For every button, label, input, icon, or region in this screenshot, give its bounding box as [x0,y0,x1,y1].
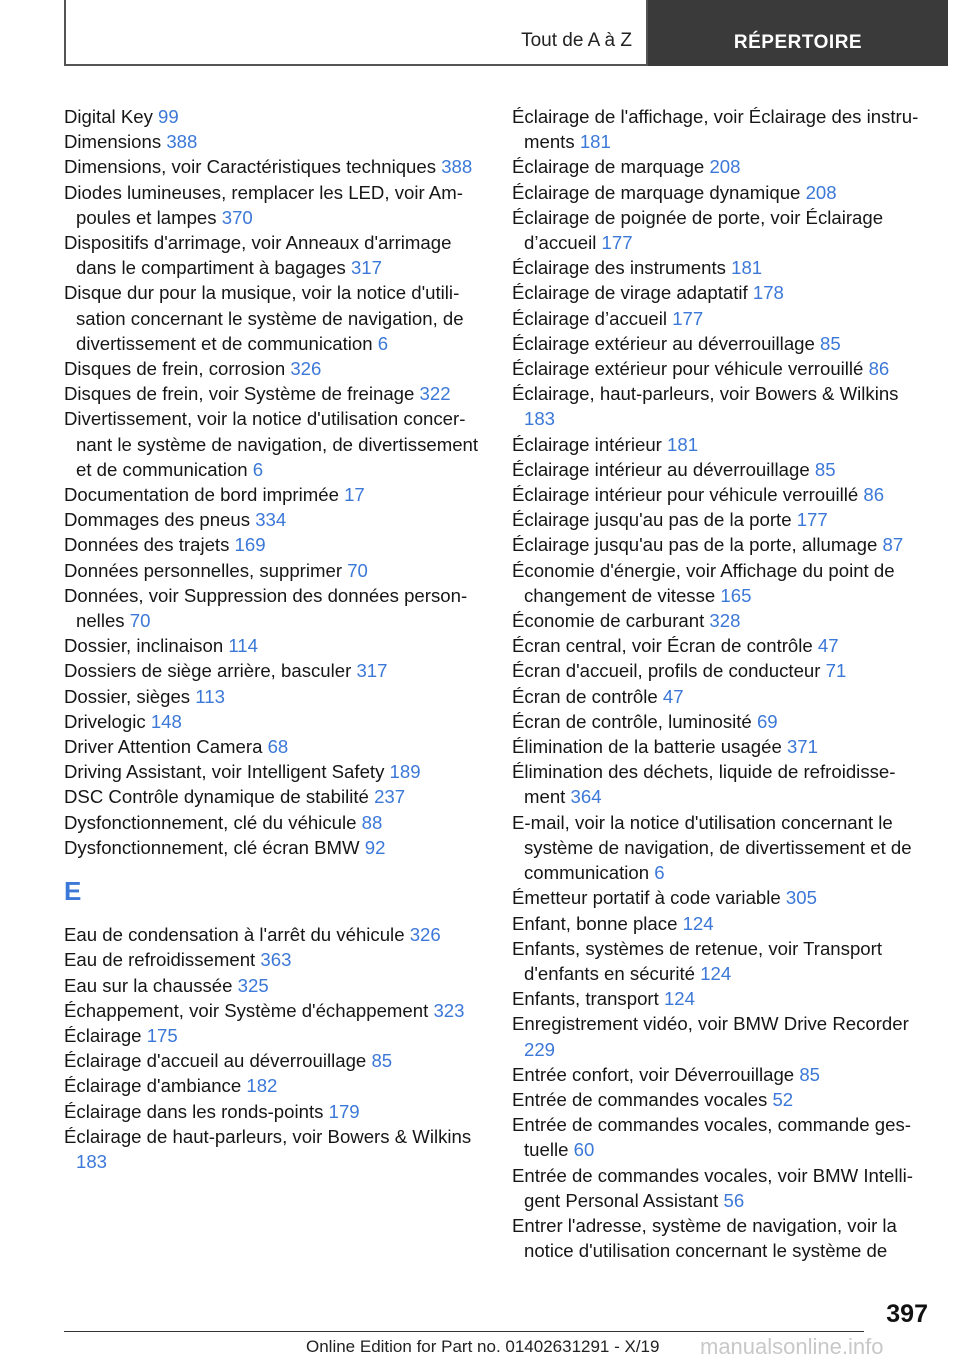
entry-text: Économie de carburant [512,610,705,632]
page-link[interactable]: 334 [255,509,287,531]
entry-text: Dossier, sièges [64,685,191,707]
index-entry [512,885,930,910]
index-entry [512,936,930,986]
index-entry [512,457,930,482]
index-entry [512,432,930,457]
entry-text: Entrée de commandes vocales, voir BMW Intelligent Personal Assistant [512,1164,913,1211]
index-entry [512,482,930,507]
entry-text: Dimensions, voir Caractéristiques techniques [64,156,437,178]
page-link[interactable]: 322 [419,383,451,405]
entry-text: Données personnelles, supprimer [64,559,343,581]
page-link[interactable]: 363 [260,949,292,971]
page-link[interactable]: 124 [663,988,695,1010]
index-entry [512,381,930,431]
entry-text: Éclairage de marquage dynamique [512,181,801,203]
index-entry [64,734,484,759]
page-link[interactable]: 47 [662,685,684,707]
page-link[interactable]: 6 [252,458,264,480]
tab-index-a-z[interactable]: Tout de A à Z [64,0,648,66]
page-link[interactable]: 229 [524,1038,556,1060]
index-entry [64,633,484,658]
entry-text: Données des trajets [64,534,230,556]
entry-text: Entrée confort, voir Déverrouillage [512,1063,795,1085]
page-link[interactable]: 326 [409,924,441,946]
index-entry [512,507,930,532]
page-link[interactable]: 323 [433,999,465,1021]
page-link[interactable]: 92 [364,836,386,858]
entries-d [64,104,484,860]
watermark-logo: manualsonline.info [700,1334,884,1359]
entry-text: Dysfonctionnement, clé du véhicule [64,811,357,833]
entry-text: Éclairage des instruments [512,257,726,279]
entry-text: Enfants, systèmes de retenue, voir Transport d'enfants en sécurité [512,937,882,984]
page-link[interactable]: 237 [374,786,406,808]
index-entry [64,104,484,129]
entry-text: Enfant, bonne place [512,912,678,934]
entry-text: Dispositifs d'arrimage, voir Anneaux d'arrimage dans le compartiment à bagages [64,232,452,279]
index-entry [512,1163,930,1213]
tab-directory[interactable]: RÉPERTOIRE [648,0,948,66]
index-entry [64,658,484,683]
page-link[interactable]: 175 [146,1024,178,1046]
index-entry [512,608,930,633]
index-entry [64,759,484,784]
entry-text: Diodes lumineuses, remplacer les LED, voir Ampoules et lampes [64,181,463,228]
entry-text: Écran de contrôle, luminosité [512,710,752,732]
entry-text: Écran de contrôle [512,685,658,707]
index-entry [512,709,930,734]
index-entry [64,356,484,381]
entry-text: Driver Attention Camera [64,736,263,758]
entry-text: Éclairage, haut-parleurs, voir Bowers & Wilkins [512,383,899,405]
entry-text: Éclairage d’accueil [512,307,668,329]
entry-text: Dossier, inclinaison [64,635,224,657]
page-link[interactable]: 148 [150,710,182,732]
index-entry [512,986,930,1011]
entry-text: Éclairage d'accueil au déverrouillage [64,1050,367,1072]
index-entry [64,998,484,1023]
index-entry [512,356,930,381]
index-entry [512,532,930,557]
page-link[interactable]: 388 [166,131,198,153]
index-entry [64,810,484,835]
entry-text: Éclairage jusqu'au pas de la porte [512,509,792,531]
page-link[interactable]: 52 [772,1088,794,1110]
index-entry [64,709,484,734]
page-link[interactable]: 388 [441,156,473,178]
entry-text: Enfants, transport [512,988,659,1010]
entry-text: Disques de frein, voir Système de freinage [64,383,415,405]
entry-text: E-mail, voir la notice d'utilisation concernant le système de navigation, de divertissement et de communication [512,811,912,884]
entry-text: Dommages des pneus [64,509,251,531]
index-entry [64,406,484,482]
page-link[interactable]: 183 [524,408,556,430]
index-entry [64,230,484,280]
page-link[interactable]: 85 [371,1050,393,1072]
page-link[interactable]: 177 [796,509,828,531]
page-link[interactable]: 326 [290,358,322,380]
page-link[interactable]: 85 [799,1063,820,1085]
index-entry [64,784,484,809]
entry-text: Éclairage intérieur au déverrouillage [512,458,810,480]
entry-text: Données, voir Suppression des données personnelles [64,584,468,632]
page-link[interactable]: 56 [723,1189,745,1211]
index-entry [512,633,930,658]
index-entry [512,684,930,709]
index-entry [512,734,930,759]
index-column-right [512,104,930,1263]
page-link[interactable]: 179 [328,1100,360,1122]
entry-text: Éclairage [64,1024,142,1046]
entry-text: Éclairage jusqu'au pas de la porte, allumage [512,534,878,556]
entry-text: Éclairage d'ambiance [64,1075,242,1097]
entry-text: Éclairage de virage adaptatif [512,282,748,304]
entry-text: Driving Assistant, voir Intelligent Safety [64,761,385,783]
page-link[interactable]: 181 [731,257,763,279]
index-entry [512,911,930,936]
entry-text: Entrée de commandes vocales, commande gestuelle [512,1114,911,1161]
index-entry [512,154,930,179]
index-entry [512,205,930,255]
index-entry [64,922,484,947]
page-link[interactable]: 86 [863,484,885,506]
index-entry [64,1124,484,1174]
page-link[interactable]: 124 [700,962,732,984]
entry-text: Drivelogic [64,710,146,732]
index-entry [64,154,484,179]
index-entry [512,558,930,608]
page-link[interactable]: 317 [350,257,382,279]
index-entry [512,1112,930,1162]
index-entry [64,583,484,633]
index-entry [64,973,484,998]
page-link[interactable]: 370 [221,206,253,228]
entry-text: Digital Key [64,106,153,127]
entry-text: Économie d'énergie, voir Affichage du point de changement de vitesse [512,559,895,606]
page-link[interactable]: 113 [195,685,225,707]
entry-text: Éclairage de l'affichage, voir Éclairage des instruments [512,106,919,153]
index-entry [512,1011,930,1061]
index-entry [64,180,484,230]
page-link[interactable]: 69 [756,710,778,732]
page-link[interactable]: 88 [361,811,383,833]
index-entry [64,381,484,406]
index-entry [512,255,930,280]
index-entry [512,1213,930,1263]
page-link[interactable]: 68 [267,736,289,758]
index-entry [512,280,930,305]
page-link[interactable]: 6 [377,332,389,354]
index-entry [64,1048,484,1073]
entry-text: Eau de condensation à l'arrêt du véhicule [64,924,405,946]
header-tabs [64,0,948,66]
entry-text: Dysfonctionnement, clé écran BMW [64,836,360,858]
index-entry [64,835,484,860]
entry-text: Écran d'accueil, profils de conducteur [512,660,821,682]
page-link[interactable]: 183 [76,1150,108,1172]
index-entry [512,306,930,331]
page-link[interactable]: 181 [667,433,699,455]
page-link[interactable]: 114 [228,635,258,657]
index-entry [64,280,484,356]
entry-text: Élimination des déchets, liquide de refroidissement [512,761,896,808]
index-entry [64,684,484,709]
entry-text: Éclairage de poignée de porte, voir Éclairage d’accueil [512,206,884,254]
page-number: 397 [886,1300,928,1328]
entry-text: Éclairage intérieur pour véhicule verrouillé [512,484,859,506]
index-entry [512,759,930,809]
page-link[interactable]: 70 [129,610,151,632]
entry-text: Eau de refroidissement [64,949,256,971]
index-entry [64,129,484,154]
page-link[interactable]: 189 [389,761,421,783]
page-link[interactable]: 177 [672,307,704,329]
page-link[interactable]: 6 [654,862,665,884]
entry-text: Éclairage extérieur au déverrouillage [512,332,815,354]
section-letter-e: E [64,876,82,907]
index-entry [512,331,930,356]
entry-text: Éclairage de marquage [512,156,705,178]
entry-text: DSC Contrôle dynamique de stabilité [64,786,369,808]
entry-text: Dimensions [64,131,162,153]
index-entry [64,1073,484,1098]
page-link[interactable]: 371 [786,736,818,758]
index-entry [512,104,930,154]
page-link[interactable]: 208 [709,156,741,178]
index-entry [512,1062,930,1087]
entry-text: Émetteur portatif à code variable [512,887,781,909]
page-link[interactable]: 178 [752,282,784,304]
entry-text: Disques de frein, corrosion [64,358,286,380]
index-entry [512,810,930,886]
index-entry [512,1087,930,1112]
entry-text: Divertissement, voir la notice d'utilisation concernant le système de navigation, de divertissement et de communication [64,408,479,480]
page-link[interactable]: 87 [882,534,904,556]
page-link[interactable]: 181 [579,131,611,153]
entry-text: Entrée de commandes vocales [512,1088,768,1110]
page-link[interactable]: 124 [682,912,714,934]
entry-text: Échappement, voir Système d'échappement [64,999,429,1021]
index-entry [64,482,484,507]
page-link[interactable]: 317 [356,660,388,682]
entry-text: Éclairage extérieur pour véhicule verrouillé [512,358,864,380]
index-entry [64,507,484,532]
entry-text: Disque dur pour la musique, voir la notice d'utilisation concernant le système de navigation, de divertissement et de communication [64,282,464,354]
index-column-left [64,104,484,1174]
entry-text: Entrer l'adresse, système de navigation, voir la notice d'utilisation concernant le système de [512,1214,897,1262]
page-link[interactable]: 305 [785,887,817,909]
page-link[interactable]: 60 [573,1139,595,1161]
entries-e [64,922,484,1174]
page-link[interactable]: 86 [868,358,890,380]
page-link[interactable]: 169 [234,534,266,556]
page-link[interactable]: 17 [344,484,365,506]
entry-text: Écran central, voir Écran de contrôle [512,635,813,657]
page-link[interactable]: 325 [237,974,269,996]
entry-text: Élimination de la batterie usagée [512,736,782,758]
page-link[interactable]: 71 [825,660,847,682]
page-link[interactable]: 177 [601,232,633,254]
index-entry [512,180,930,205]
footer-edition: Online Edition for Part no. 01402631291 - X/19 [306,1337,660,1356]
entry-text: Documentation de bord imprimée [64,484,339,506]
page-link[interactable]: 85 [814,458,836,480]
entries-right [512,104,930,1263]
page-link[interactable]: 182 [246,1075,278,1097]
page-link[interactable]: 99 [158,106,179,127]
page-link[interactable]: 47 [817,635,839,657]
page-link[interactable]: 364 [570,786,602,808]
page-link[interactable]: 85 [820,332,841,354]
index-entry [64,1099,484,1124]
index-entry [64,947,484,972]
entry-text: Éclairage dans les ronds-points [64,1100,324,1122]
index-entry [64,532,484,557]
page-link[interactable]: 70 [347,559,368,581]
index-entry [512,658,930,683]
page-link[interactable]: 208 [805,181,837,203]
footer-divider [64,1331,864,1332]
page-link[interactable]: 165 [720,584,752,606]
entry-text: Dossiers de siège arrière, basculer [64,660,352,682]
index-entry [64,1023,484,1048]
entry-text: Éclairage de haut-parleurs, voir Bowers & Wilkins [64,1125,472,1147]
index-entry [64,558,484,583]
page-link[interactable]: 328 [709,610,741,632]
entry-text: Enregistrement vidéo, voir BMW Drive Recorder [512,1013,909,1035]
entry-text: Eau sur la chaussée [64,974,233,996]
entry-text: Éclairage intérieur [512,433,662,455]
